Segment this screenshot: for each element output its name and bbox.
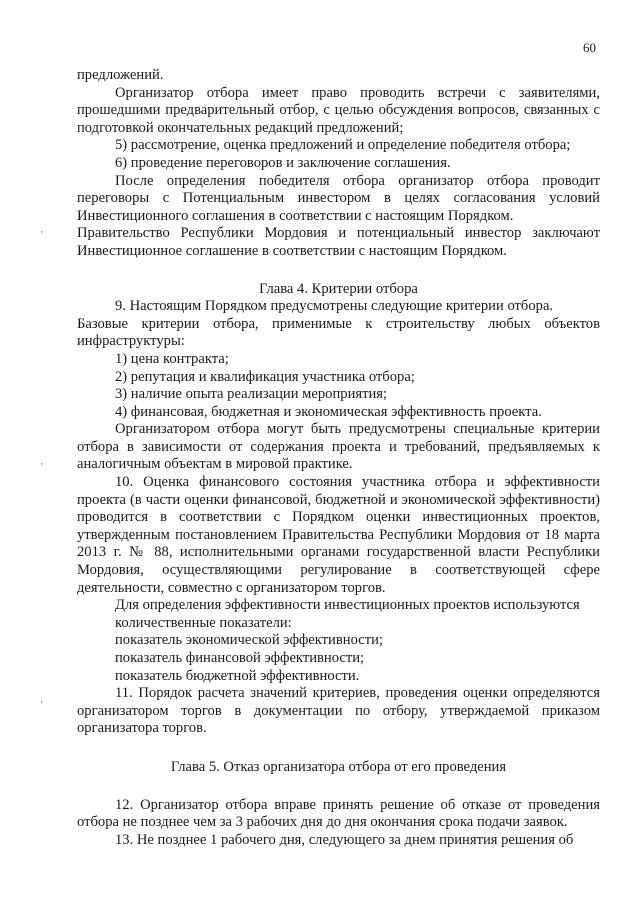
list-item: 2) репутация и квалификация участника отбора; bbox=[115, 368, 415, 385]
paragraph: предложений. bbox=[77, 67, 164, 83]
page-number: 60 bbox=[583, 40, 596, 55]
paragraph: 13. Не позднее 1 рабочего дня, следующего за днем принятия решения об bbox=[115, 831, 574, 848]
paragraph: 12. Организатор отбора вправе принять решение об отказе от проведения отбора не позднее чем за 3 рабочих дня до дня окончания срока подачи заявок. bbox=[77, 796, 600, 831]
list-item: 5) рассмотрение, оценка предложений и определение победителя отбора; bbox=[115, 137, 571, 154]
list-item: показатель бюджетной эффективности. bbox=[115, 667, 360, 684]
document-body bbox=[77, 67, 600, 849]
margin-mark: ʼ bbox=[40, 462, 44, 473]
paragraph: Базовые критерии отбора, применимые к строительству любых объектов инфраструктуры: bbox=[77, 315, 600, 350]
paragraph: Организатор отбора имеет право проводить встречи с заявителями, прошедшими предварительный отбор, с целью обсуждения вопросов, связанных с подготовкой окончательных редакций предложений; bbox=[77, 84, 600, 136]
list-item: 1) цена контракта; bbox=[115, 350, 229, 367]
list-item: Для определения эффективности инвестиционных проектов используются количественные показатели: bbox=[115, 597, 580, 631]
paragraph: 10. Оценка финансового состояния участника отбора и эффективности проекта (в части оценки финансовой, бюджетной и экономической эффективности) проводится в соответствии с Порядком оценки инвестиционных проектов, утвержденным постановлением Правительства Республики Мордовия от 18 марта 2013 г. № 88, исполнительными органами государственной власти Республики Мордовия, осуществляющими регулирование в соответствующей сфере деятельности, совместно с организатором торгов. bbox=[77, 474, 600, 596]
paragraph: 9. Настоящим Порядком предусмотрены следующие критерии отбора. bbox=[115, 298, 554, 315]
list-item: показатель экономической эффективности; bbox=[115, 632, 383, 649]
chapter-heading: Глава 5. Отказ организатора отбора от его проведения bbox=[170, 758, 507, 775]
margin-mark: ʼ bbox=[40, 230, 44, 241]
list-item: 3) наличие опыта реализации мероприятия; bbox=[115, 386, 388, 403]
list-item: 4) финансовая, бюджетная и экономическая эффективность проекта. bbox=[115, 403, 542, 420]
list-item: 6) проведение переговоров и заключение соглашения. bbox=[115, 154, 451, 171]
paragraph: После определения победителя отбора организатор отбора проводит переговоры с Потенциальным инвестором в целях согласования условий Инвестиционного соглашения в соответствии с настоящим Порядком. bbox=[77, 172, 600, 224]
paragraph: Правительство Республики Мордовия и потенциальный инвестор заключают Инвестиционное соглашение в соответствии с настоящим Порядком. bbox=[77, 225, 600, 259]
paragraph: 11. Порядок расчета значений критериев, проведения оценки определяются организатором торгов в документации по отбору, утверждаемой приказом организатора торгов. bbox=[77, 685, 600, 737]
list-item: показатель финансовой эффективности; bbox=[115, 650, 365, 666]
paragraph: Организатором отбора могут быть предусмотрены специальные критерии отбора в зависимости от содержания проекта и требований, предъявляемых к аналогичным объектам в мировой практике. bbox=[77, 421, 600, 473]
chapter-heading: Глава 4. Критерии отбора bbox=[259, 280, 418, 297]
margin-mark: ʼ bbox=[40, 700, 44, 711]
